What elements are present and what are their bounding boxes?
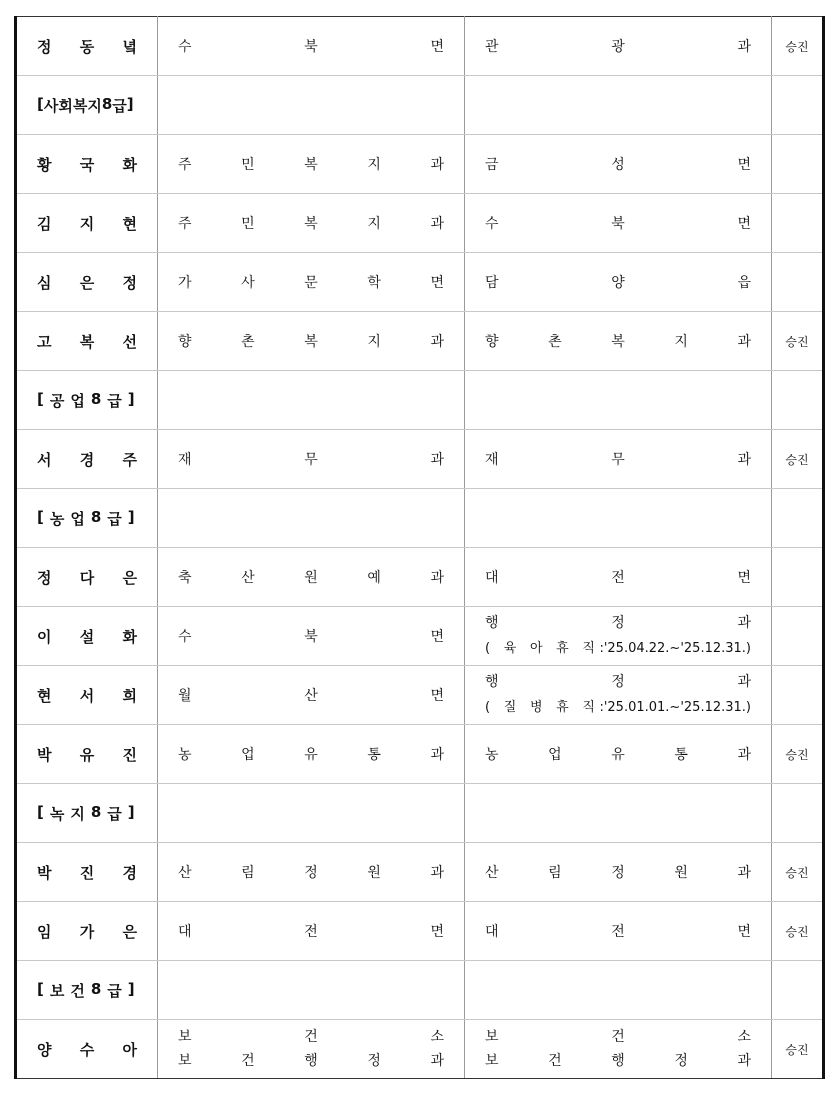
current-post-cell xyxy=(158,489,465,548)
current-post-cell xyxy=(158,843,465,902)
leave-note xyxy=(465,639,771,659)
promotion-note: 승진 xyxy=(785,924,809,939)
spread-text: 월 산 면 xyxy=(178,688,444,704)
spread-text: 심 은 정 xyxy=(37,273,137,292)
group-label-cell xyxy=(16,784,158,843)
current-post-cell xyxy=(158,725,465,784)
spread-text: 농 업 유 통 과 xyxy=(485,747,751,763)
group-label: [ 보 건 8 급 ] xyxy=(37,979,135,1000)
new-post-cell xyxy=(465,548,772,607)
spread-text: 현 서 희 xyxy=(37,686,137,705)
current-post-cell xyxy=(158,607,465,666)
personnel-table xyxy=(14,16,825,1079)
spread-text: 산 림 정 원 과 xyxy=(178,865,444,881)
person-row xyxy=(16,430,824,489)
spread-text: 담 양 읍 xyxy=(485,275,751,291)
group-label-cell xyxy=(16,961,158,1020)
spread-text: 박 진 경 xyxy=(37,863,137,882)
current-post-cell xyxy=(158,961,465,1020)
leave-period: :'25.01.01.~'25.12.31.) xyxy=(599,700,751,715)
person-row xyxy=(16,843,824,902)
spread-text: 임 가 은 xyxy=(37,922,137,941)
person-row xyxy=(16,725,824,784)
person-row xyxy=(16,548,824,607)
spread-text: 재 무 과 xyxy=(178,452,444,468)
new-post-cell xyxy=(465,312,772,371)
spread-text: 향 촌 복 지 과 xyxy=(485,334,751,350)
dept-line: 보 건 소 xyxy=(485,1029,751,1045)
group-header-row xyxy=(16,489,824,548)
leave-type: ( 질 병 휴 직 xyxy=(485,700,595,715)
note-cell xyxy=(772,17,824,76)
promotion-note: 승진 xyxy=(785,452,809,467)
name-cell xyxy=(16,1020,158,1079)
current-post-cell xyxy=(158,312,465,371)
new-post-cell xyxy=(465,430,772,489)
spread-text: 수 북 면 xyxy=(178,39,444,55)
new-post-cell xyxy=(465,135,772,194)
note-cell xyxy=(772,666,824,725)
note-cell xyxy=(772,371,824,430)
spread-text: 가 사 문 학 면 xyxy=(178,275,444,291)
name-cell xyxy=(16,253,158,312)
spread-text: 주 민 복 지 과 xyxy=(178,216,444,232)
name-cell xyxy=(16,430,158,489)
spread-text: 황 국 화 xyxy=(37,155,137,174)
dept-line: 보 건 소 xyxy=(178,1029,444,1045)
spread-text: 대 전 면 xyxy=(178,924,444,940)
note-cell xyxy=(772,253,824,312)
spread-text: 서 경 주 xyxy=(37,450,137,469)
group-header-row xyxy=(16,371,824,430)
name-cell xyxy=(16,902,158,961)
name-cell xyxy=(16,607,158,666)
group-label: [ 농 업 8 급 ] xyxy=(37,507,135,528)
note-cell xyxy=(772,607,824,666)
person-row xyxy=(16,666,824,725)
current-post-cell xyxy=(158,253,465,312)
group-label-cell xyxy=(16,489,158,548)
name-cell xyxy=(16,548,158,607)
new-post-cell xyxy=(465,1020,772,1079)
note-cell xyxy=(772,430,824,489)
note-cell xyxy=(772,312,824,371)
note-cell xyxy=(772,548,824,607)
new-post-cell xyxy=(465,76,772,135)
new-post-cell xyxy=(465,784,772,843)
new-post-cell xyxy=(465,843,772,902)
group-header-row xyxy=(16,784,824,843)
current-post-cell xyxy=(158,371,465,430)
group-label-cell xyxy=(16,76,158,135)
current-post-cell xyxy=(158,135,465,194)
spread-text: 관 광 과 xyxy=(485,39,751,55)
new-post-cell xyxy=(465,902,772,961)
note-cell xyxy=(772,725,824,784)
note-cell xyxy=(772,76,824,135)
name-cell xyxy=(16,666,158,725)
note-cell xyxy=(772,194,824,253)
person-row xyxy=(16,607,824,666)
note-cell xyxy=(772,902,824,961)
spread-text: 김 지 현 xyxy=(37,214,137,233)
person-row xyxy=(16,1020,824,1079)
current-post-cell xyxy=(158,784,465,843)
spread-text: 대 전 면 xyxy=(485,570,751,586)
leave-period: :'25.04.22.~'25.12.31.) xyxy=(599,641,751,656)
spread-text: 금 성 면 xyxy=(485,157,751,173)
note-cell xyxy=(772,1020,824,1079)
name-cell xyxy=(16,17,158,76)
current-post-cell xyxy=(158,430,465,489)
promotion-note: 승진 xyxy=(785,747,809,762)
group-label: [ 공 업 8 급 ] xyxy=(37,389,135,410)
spread-text: 산 림 정 원 과 xyxy=(485,865,751,881)
dept-line: 행 정 과 xyxy=(485,615,751,631)
dept-line: 보 건 행 정 과 xyxy=(485,1053,751,1069)
spread-text: 수 북 면 xyxy=(178,629,444,645)
note-cell xyxy=(772,489,824,548)
spread-text: 정 다 은 xyxy=(37,568,137,587)
group-header-row xyxy=(16,76,824,135)
note-cell xyxy=(772,961,824,1020)
name-cell xyxy=(16,194,158,253)
spread-text: 고 복 선 xyxy=(37,332,137,351)
group-label: [ 사 회 복 지 8 급 ] xyxy=(37,94,134,115)
person-row xyxy=(16,253,824,312)
spread-text: 양 수 아 xyxy=(37,1040,137,1059)
person-row xyxy=(16,194,824,253)
spread-text: 주 민 복 지 과 xyxy=(178,157,444,173)
spread-text: 축 산 원 예 과 xyxy=(178,570,444,586)
name-cell xyxy=(16,312,158,371)
note-cell xyxy=(772,135,824,194)
person-row xyxy=(16,135,824,194)
dept-line: 보 건 행 정 과 xyxy=(178,1053,444,1069)
current-post-cell xyxy=(158,666,465,725)
spread-text: 수 북 면 xyxy=(485,216,751,232)
new-post-cell xyxy=(465,666,772,725)
name-cell xyxy=(16,135,158,194)
note-cell xyxy=(772,784,824,843)
group-header-row xyxy=(16,961,824,1020)
new-post-cell xyxy=(465,725,772,784)
spread-text: 농 업 유 통 과 xyxy=(178,747,444,763)
spread-text: 재 무 과 xyxy=(485,452,751,468)
new-post-cell xyxy=(465,194,772,253)
spread-text: 향 촌 복 지 과 xyxy=(178,334,444,350)
promotion-note: 승진 xyxy=(785,39,809,54)
current-post-cell xyxy=(158,17,465,76)
spread-text: 박 유 진 xyxy=(37,745,137,764)
new-post-cell xyxy=(465,253,772,312)
promotion-note: 승진 xyxy=(785,334,809,349)
promotion-note: 승진 xyxy=(785,865,809,880)
new-post-cell xyxy=(465,17,772,76)
new-post-cell xyxy=(465,607,772,666)
note-cell xyxy=(772,843,824,902)
promotion-note: 승진 xyxy=(785,1042,809,1057)
person-row xyxy=(16,312,824,371)
person-row xyxy=(16,17,824,76)
new-post-cell xyxy=(465,371,772,430)
person-row xyxy=(16,902,824,961)
name-cell xyxy=(16,725,158,784)
leave-note xyxy=(465,698,771,718)
dept-line: 행 정 과 xyxy=(485,674,751,690)
group-label: [ 녹 지 8 급 ] xyxy=(37,802,135,823)
personnel-table-body xyxy=(16,17,824,1079)
current-post-cell xyxy=(158,194,465,253)
current-post-cell xyxy=(158,902,465,961)
name-cell xyxy=(16,843,158,902)
current-post-cell xyxy=(158,1020,465,1079)
new-post-cell xyxy=(465,489,772,548)
new-post-cell xyxy=(465,961,772,1020)
spread-text: 이 설 화 xyxy=(37,627,137,646)
leave-type: ( 육 아 휴 직 xyxy=(485,641,595,656)
current-post-cell xyxy=(158,76,465,135)
spread-text: 대 전 면 xyxy=(485,924,751,940)
spread-text: 정 동 녘 xyxy=(37,37,137,56)
current-post-cell xyxy=(158,548,465,607)
group-label-cell xyxy=(16,371,158,430)
